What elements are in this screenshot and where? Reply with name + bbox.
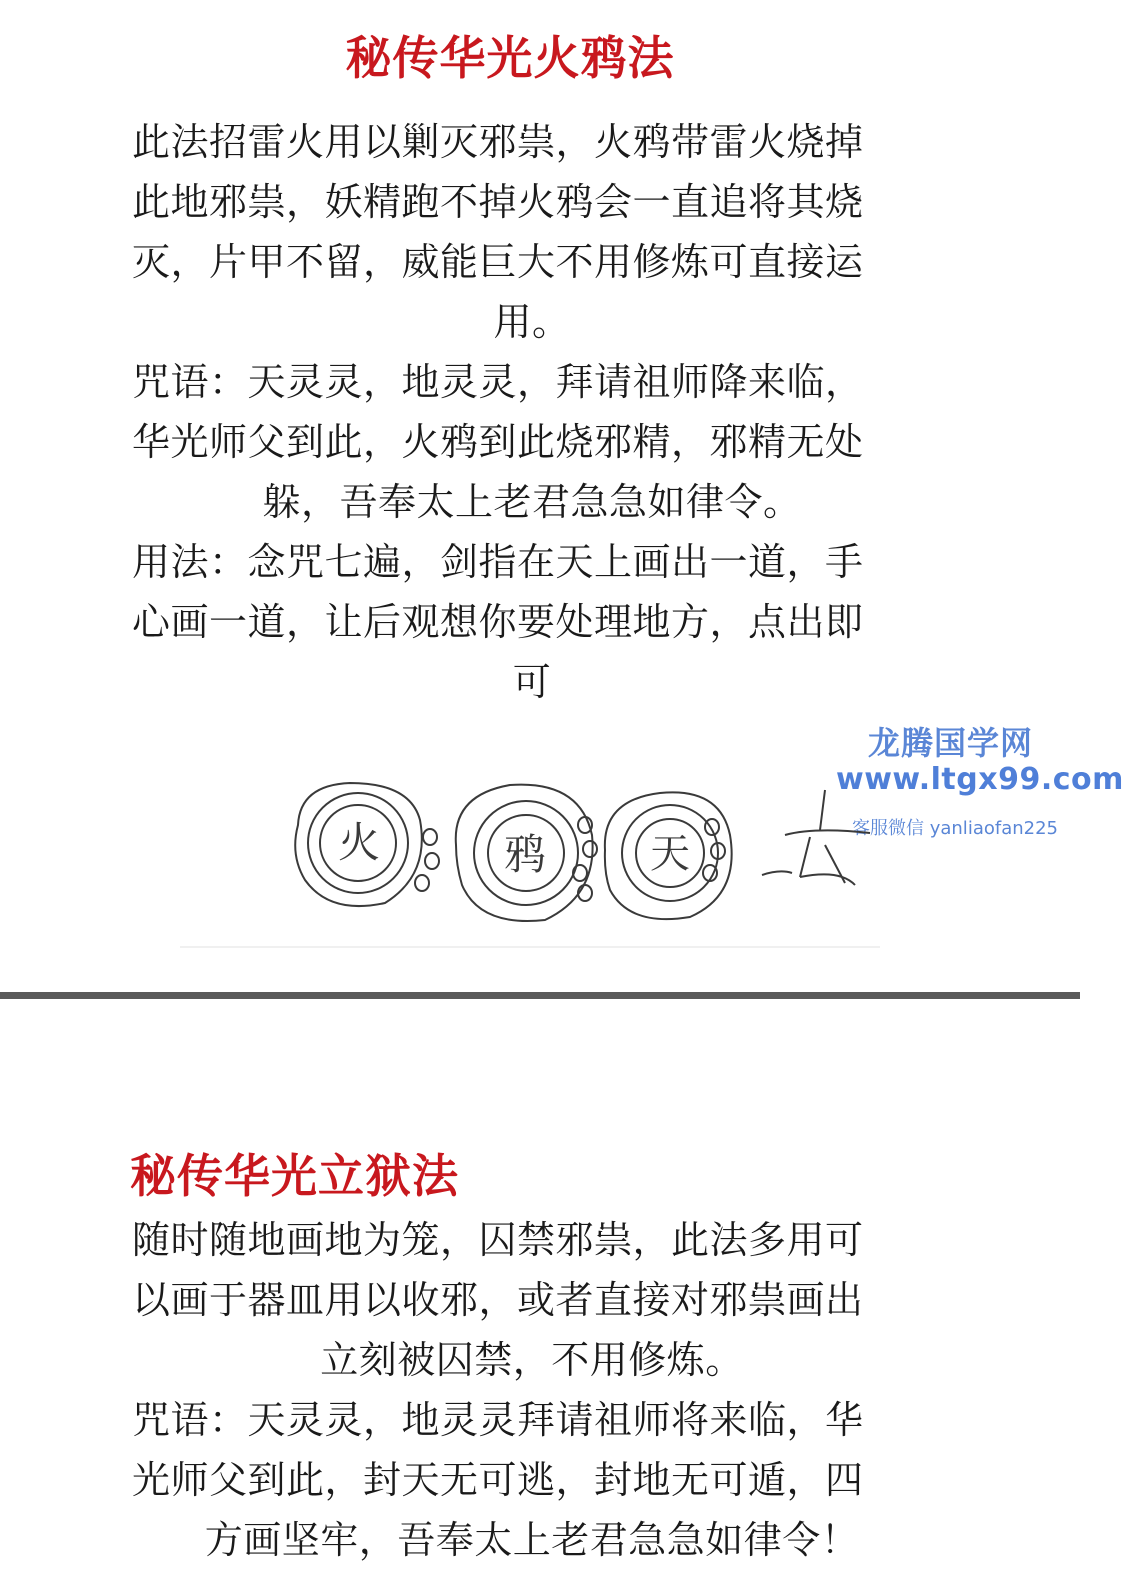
text-line: 方画坚牢，吾奉太上老君急急如律令！	[204, 1518, 860, 1562]
talisman-seal-fire	[295, 783, 439, 906]
text-line: 光师父到此，封天无可逃，封地无可遁，四	[132, 1458, 864, 1502]
section-title: 秘传华光火鸦法	[345, 31, 675, 85]
talisman-seal-heaven	[605, 792, 732, 919]
section-title-2: 秘传华光立狱法	[130, 1149, 459, 1203]
text-line: 此地邪祟，妖精跑不掉火鸦会一直追将其烧	[132, 180, 864, 224]
talisman-char-heaven: 天	[650, 831, 690, 877]
text-line: 灭，片甲不留，威能巨大不用修炼可直接运	[132, 240, 864, 284]
text-line: 立刻被囚禁，不用修炼。	[320, 1338, 744, 1382]
watermark-contact: 客服微信 yanliaofan225	[852, 818, 1058, 839]
talisman-char-crow: 鸦	[504, 830, 547, 879]
section-body-2	[132, 1210, 932, 1570]
text-line: 可	[512, 660, 552, 704]
text-line: 此法招雷火用以剿灭邪祟，火鸦带雷火烧掉	[132, 120, 864, 164]
text-line: 用法：念咒七遍，剑指在天上画出一道，手	[132, 540, 864, 584]
talisman-seal-crow	[456, 785, 597, 921]
talisman-drawing	[280, 765, 900, 940]
text-line: 心画一道，让后观想你要处理地方，点出即	[132, 600, 864, 644]
text-line: 华光师父到此，火鸦到此烧邪精，邪精无处	[132, 420, 864, 464]
talisman-brush-stroke	[762, 790, 870, 885]
text-line: 躲，吾奉太上老君急急如律令。	[262, 480, 802, 524]
watermark-site-name: 龙腾国学网	[868, 724, 1034, 762]
text-line: 咒语：天灵灵，地灵灵，拜请祖师降来临，	[132, 360, 864, 404]
text-line: 随时随地画地为笼，囚禁邪祟，此法多用可	[132, 1218, 864, 1262]
text-line: 以画于器皿用以收邪，或者直接对邪祟画出	[132, 1278, 864, 1322]
section-body	[132, 112, 932, 712]
talisman-char-fire: 火	[338, 818, 381, 867]
scan-edge	[180, 946, 880, 948]
text-line: 用。	[493, 300, 571, 344]
text-line: 咒语：天灵灵，地灵灵拜请祖师将来临，华	[132, 1398, 864, 1442]
section-divider	[0, 992, 1080, 999]
watermark-url: www.ltgx99.com	[836, 762, 1124, 797]
